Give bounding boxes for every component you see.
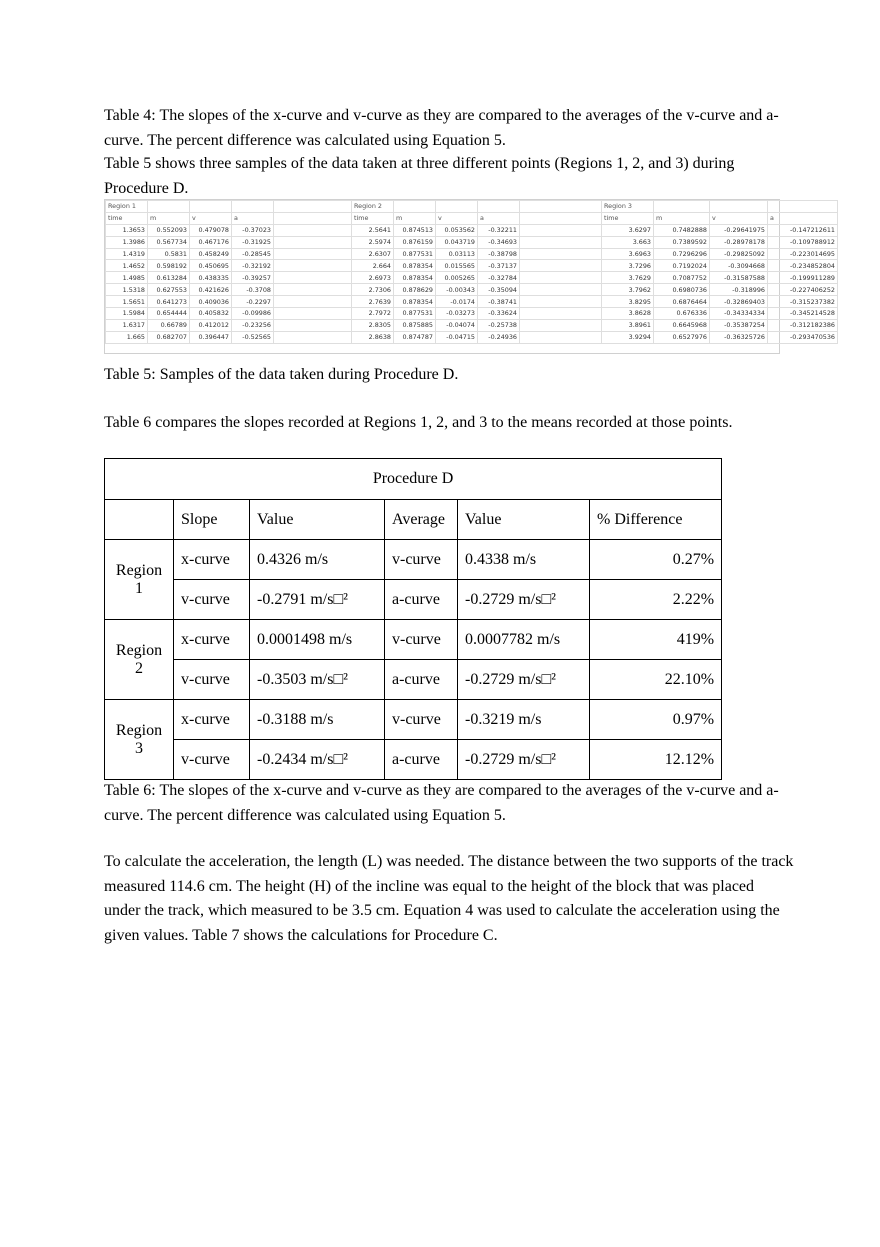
sheet-data-cell: 2.6973: [352, 272, 394, 284]
sheet-data-cell: -0.24936: [478, 331, 520, 343]
sheet-header-cell: m: [394, 212, 436, 224]
table6-caption: Table 6: The slopes of the x-curve and v-curve as they are compared to the averages of the v-curve and a-curve. The percent difference was calculated using Equation 5.: [104, 782, 779, 824]
procd-region-label: Region 1: [105, 540, 174, 620]
sheet-data-cell: 0.7296296: [654, 248, 710, 260]
sheet-region-row: [106, 201, 838, 213]
sheet-gap-cell: [274, 236, 352, 248]
sheet-data-cell: 3.7296: [602, 260, 654, 272]
sheet-header-cell: v: [710, 212, 768, 224]
sheet-gap-cell: [520, 284, 602, 296]
procd-average-type: v-curve: [385, 620, 458, 660]
procd-slope-type: x-curve: [174, 620, 250, 660]
sheet-data-cell: -0.234852804: [768, 260, 838, 272]
sheet-data-row: [106, 319, 838, 331]
procd-average-type: a-curve: [385, 740, 458, 780]
sheet-data-cell: 0.878354: [394, 296, 436, 308]
sheet-data-cell: 0.6645968: [654, 319, 710, 331]
sheet-data-cell: -0.00343: [436, 284, 478, 296]
sheet-empty-cell: [394, 201, 436, 213]
sheet-data-cell: 0.396447: [190, 331, 232, 343]
sheet-data-cell: 0.467176: [190, 236, 232, 248]
sheet-data-cell: 2.6307: [352, 248, 394, 260]
sheet-data-cell: 3.8295: [602, 296, 654, 308]
sheet-data-cell: -0.3094668: [710, 260, 768, 272]
procd-percent-difference: 22.10%: [590, 660, 722, 700]
sheet-empty-cell: [710, 201, 768, 213]
procd-percent-difference: 419%: [590, 620, 722, 660]
sheet-data-cell: 3.6297: [602, 224, 654, 236]
sheet-data-cell: 0.6980736: [654, 284, 710, 296]
sheet-data-cell: 3.663: [602, 236, 654, 248]
sheet-data-cell: -0.227406252: [768, 284, 838, 296]
sheet-data-row: [106, 284, 838, 296]
sheet-data-cell: -0.35387254: [710, 319, 768, 331]
sheet-data-cell: -0.04715: [436, 331, 478, 343]
procd-header-cell: Value: [250, 500, 385, 540]
procd-average-value: 0.4338 m/s: [458, 540, 590, 580]
sheet-region-label: Region 1: [106, 201, 148, 213]
sheet-data-cell: 0.479078: [190, 224, 232, 236]
sheet-data-cell: 2.5641: [352, 224, 394, 236]
sheet-header-cell: a: [478, 212, 520, 224]
sheet-header-cell: v: [190, 212, 232, 224]
acceleration-paragraph: To calculate the acceleration, the length (L) was needed. The distance between the two supports of the track measured 114.6 cm. The height (H) of the incline was equal to the height of the block that was placed under the track, which measured to be 3.5 cm. Equation 4 was used to calculate the acceleration using the given values. Table 7 shows the calculations for Procedure C.: [104, 853, 794, 944]
sheet-data-cell: 1.3653: [106, 224, 148, 236]
sheet-gap-cell: [274, 272, 352, 284]
sheet-data-cell: -0.109788912: [768, 236, 838, 248]
procd-region-label: Region 2: [105, 620, 174, 700]
procd-average-value: -0.3219 m/s: [458, 700, 590, 740]
sheet-data-cell: -0.28545: [232, 248, 274, 260]
sheet-data-cell: -0.39257: [232, 272, 274, 284]
sheet-data-cell: -0.35094: [478, 284, 520, 296]
sheet-data-cell: -0.345214528: [768, 308, 838, 320]
procd-slope-value: 0.0001498 m/s: [250, 620, 385, 660]
sheet-gap-cell: [520, 331, 602, 343]
sheet-data-cell: 0.7192024: [654, 260, 710, 272]
sheet-data-cell: -0.38741: [478, 296, 520, 308]
sheet-gap-cell: [274, 296, 352, 308]
sheet-data-cell: 0.6876464: [654, 296, 710, 308]
sheet-header-cell: m: [654, 212, 710, 224]
sheet-data-cell: 0.053562: [436, 224, 478, 236]
sheet-data-row: [106, 260, 838, 272]
sheet-data-cell: 3.8961: [602, 319, 654, 331]
sheet-header-cell: a: [232, 212, 274, 224]
procd-slope-type: v-curve: [174, 580, 250, 620]
sheet-header-cell: time: [602, 212, 654, 224]
sheet-gap-cell: [520, 260, 602, 272]
sheet-data-cell: 0.5831: [148, 248, 190, 260]
sheet-data-cell: 0.412012: [190, 319, 232, 331]
procd-row: [105, 740, 722, 780]
procd-slope-type: v-curve: [174, 740, 250, 780]
sheet-data-cell: 0.03113: [436, 248, 478, 260]
procd-average-type: a-curve: [385, 580, 458, 620]
sheet-header-cell: v: [436, 212, 478, 224]
procd-row: [105, 580, 722, 620]
table5-caption: Table 5: Samples of the data taken during Procedure D.: [104, 366, 459, 383]
sheet-data-cell: 0.567734: [148, 236, 190, 248]
procd-row: [105, 620, 722, 660]
procd-slope-value: -0.3503 m/s□²: [250, 660, 385, 700]
sheet-data-cell: 1.4985: [106, 272, 148, 284]
sheet-data-cell: -0.23256: [232, 319, 274, 331]
sheet-data-cell: 0.877531: [394, 248, 436, 260]
sheet-empty-cell: [190, 201, 232, 213]
sheet-data-cell: 0.875885: [394, 319, 436, 331]
sheet-data-cell: -0.09986: [232, 308, 274, 320]
sheet-header-cell: time: [352, 212, 394, 224]
sheet-data-cell: -0.36325726: [710, 331, 768, 343]
sheet-data-cell: 1.3986: [106, 236, 148, 248]
sheet-data-cell: 0.682707: [148, 331, 190, 343]
sheet-data-cell: 0.458249: [190, 248, 232, 260]
sheet-data-cell: 0.878354: [394, 272, 436, 284]
sheet-data-cell: -0.32784: [478, 272, 520, 284]
sheet-data-cell: 3.8628: [602, 308, 654, 320]
procd-average-type: v-curve: [385, 540, 458, 580]
sheet-data-cell: -0.0174: [436, 296, 478, 308]
sheet-gap-cell: [274, 260, 352, 272]
sheet-data-cell: 0.876159: [394, 236, 436, 248]
sheet-empty-cell: [232, 201, 274, 213]
procd-row: [105, 540, 722, 580]
procd-slope-type: x-curve: [174, 700, 250, 740]
sheet-data-cell: 1.4319: [106, 248, 148, 260]
sheet-gap-cell: [520, 212, 602, 224]
sheet-empty-cell: [478, 201, 520, 213]
procd-row: [105, 700, 722, 740]
sheet-gap-cell: [274, 212, 352, 224]
procd-average-value: -0.2729 m/s□²: [458, 580, 590, 620]
procedure-d-table: [104, 458, 722, 780]
sheet-header-cell: time: [106, 212, 148, 224]
sheet-data-cell: 1.4652: [106, 260, 148, 272]
sheet-data-cell: -0.2297: [232, 296, 274, 308]
procd-slope-type: v-curve: [174, 660, 250, 700]
sheet-gap-cell: [274, 224, 352, 236]
procd-slope-value: -0.2791 m/s□²: [250, 580, 385, 620]
sheet-data-cell: 0.874513: [394, 224, 436, 236]
table5-intro: Table 5 shows three samples of the data taken at three different points (Regions 1, 2, and 3) during Procedure D.: [104, 155, 735, 197]
table6-intro: Table 6 compares the slopes recorded at Regions 1, 2, and 3 to the means recorded at those points.: [104, 414, 733, 431]
sheet-data-cell: 0.66789: [148, 319, 190, 331]
procd-header-cell: Value: [458, 500, 590, 540]
sheet-gap-cell: [520, 272, 602, 284]
sheet-data-cell: 0.421626: [190, 284, 232, 296]
procd-percent-difference: 2.22%: [590, 580, 722, 620]
sheet-data-cell: 0.450695: [190, 260, 232, 272]
sheet-data-cell: -0.315237382: [768, 296, 838, 308]
sheet-data-cell: 0.627553: [148, 284, 190, 296]
sheet-data-cell: 1.5318: [106, 284, 148, 296]
table4-caption: Table 4: The slopes of the x-curve and v-curve as they are compared to the averages of the v-curve and a-curve. The percent difference was calculated using Equation 5.: [104, 107, 779, 149]
sheet-data-cell: 3.7962: [602, 284, 654, 296]
sheet-data-cell: 0.874787: [394, 331, 436, 343]
spreadsheet-table: [105, 200, 838, 344]
sheet-data-cell: 0.7087752: [654, 272, 710, 284]
sheet-data-cell: -0.37023: [232, 224, 274, 236]
sheet-data-cell: 0.7389592: [654, 236, 710, 248]
procd-average-value: -0.2729 m/s□²: [458, 660, 590, 700]
sheet-data-cell: 3.6963: [602, 248, 654, 260]
sheet-data-cell: -0.293470536: [768, 331, 838, 343]
sheet-data-cell: -0.32869403: [710, 296, 768, 308]
sheet-header-cell: a: [768, 212, 838, 224]
sheet-data-cell: 0.877531: [394, 308, 436, 320]
procd-slope-type: x-curve: [174, 540, 250, 580]
sheet-region-label: Region 3: [602, 201, 654, 213]
sheet-gap-cell: [520, 319, 602, 331]
sheet-data-cell: 2.7972: [352, 308, 394, 320]
sheet-gap-cell: [520, 236, 602, 248]
sheet-data-cell: -0.29825092: [710, 248, 768, 260]
sheet-data-cell: 0.405832: [190, 308, 232, 320]
sheet-data-cell: 1.5984: [106, 308, 148, 320]
sheet-data-cell: 0.552093: [148, 224, 190, 236]
procd-average-type: a-curve: [385, 660, 458, 700]
sheet-data-cell: 0.438335: [190, 272, 232, 284]
sheet-data-cell: -0.04074: [436, 319, 478, 331]
sheet-empty-cell: [654, 201, 710, 213]
sheet-data-cell: -0.32211: [478, 224, 520, 236]
sheet-data-row: [106, 331, 838, 343]
sheet-data-cell: -0.37137: [478, 260, 520, 272]
sheet-data-cell: 1.5651: [106, 296, 148, 308]
sheet-gap-cell: [274, 248, 352, 260]
procd-title-row: [105, 459, 722, 500]
spreadsheet-data-image: [104, 199, 835, 354]
sheet-data-cell: 0.598192: [148, 260, 190, 272]
sheet-data-cell: -0.31925: [232, 236, 274, 248]
sheet-data-cell: -0.312182386: [768, 319, 838, 331]
procd-region-label: Region 3: [105, 700, 174, 780]
procd-header-cell: [105, 500, 174, 540]
sheet-data-cell: 2.7639: [352, 296, 394, 308]
sheet-data-cell: -0.34334334: [710, 308, 768, 320]
sheet-data-row: [106, 248, 838, 260]
sheet-data-cell: 2.7306: [352, 284, 394, 296]
sheet-gap-cell: [274, 331, 352, 343]
sheet-data-cell: 0.641273: [148, 296, 190, 308]
procd-header-row: [105, 500, 722, 540]
sheet-data-cell: 0.613284: [148, 272, 190, 284]
sheet-data-row: [106, 296, 838, 308]
sheet-region-label: Region 2: [352, 201, 394, 213]
sheet-data-cell: -0.223014695: [768, 248, 838, 260]
sheet-gap-cell: [520, 224, 602, 236]
sheet-data-cell: -0.318996: [710, 284, 768, 296]
sheet-data-cell: 2.5974: [352, 236, 394, 248]
sheet-gap-cell: [274, 319, 352, 331]
procd-header-cell: % Difference: [590, 500, 722, 540]
sheet-data-cell: 0.654444: [148, 308, 190, 320]
procd-percent-difference: 0.27%: [590, 540, 722, 580]
sheet-data-cell: -0.3708: [232, 284, 274, 296]
sheet-data-cell: -0.32192: [232, 260, 274, 272]
sheet-data-row: [106, 308, 838, 320]
sheet-empty-cell: [768, 201, 838, 213]
procd-slope-value: -0.2434 m/s□²: [250, 740, 385, 780]
sheet-data-row: [106, 272, 838, 284]
sheet-data-cell: 3.9294: [602, 331, 654, 343]
sheet-header-row: [106, 212, 838, 224]
procd-slope-value: 0.4326 m/s: [250, 540, 385, 580]
sheet-data-cell: 0.015565: [436, 260, 478, 272]
sheet-data-cell: 2.8638: [352, 331, 394, 343]
sheet-gap-cell: [274, 201, 352, 213]
sheet-data-cell: -0.52565: [232, 331, 274, 343]
procd-average-value: -0.2729 m/s□²: [458, 740, 590, 780]
sheet-data-cell: -0.03273: [436, 308, 478, 320]
procd-header-cell: Slope: [174, 500, 250, 540]
sheet-gap-cell: [274, 308, 352, 320]
sheet-empty-cell: [148, 201, 190, 213]
sheet-data-cell: 0.878629: [394, 284, 436, 296]
procd-row: [105, 660, 722, 700]
sheet-data-cell: 0.676336: [654, 308, 710, 320]
sheet-gap-cell: [520, 201, 602, 213]
sheet-data-cell: -0.28978178: [710, 236, 768, 248]
sheet-data-cell: -0.31587588: [710, 272, 768, 284]
sheet-data-row: [106, 236, 838, 248]
sheet-data-cell: 0.005265: [436, 272, 478, 284]
sheet-empty-cell: [436, 201, 478, 213]
sheet-data-cell: 2.8305: [352, 319, 394, 331]
procd-percent-difference: 0.97%: [590, 700, 722, 740]
sheet-data-cell: -0.25738: [478, 319, 520, 331]
procd-percent-difference: 12.12%: [590, 740, 722, 780]
sheet-data-cell: 0.7482888: [654, 224, 710, 236]
sheet-data-cell: -0.199911289: [768, 272, 838, 284]
sheet-data-cell: 0.878354: [394, 260, 436, 272]
sheet-gap-cell: [274, 284, 352, 296]
sheet-data-cell: 0.043719: [436, 236, 478, 248]
sheet-gap-cell: [520, 296, 602, 308]
sheet-header-cell: m: [148, 212, 190, 224]
procd-average-type: v-curve: [385, 700, 458, 740]
procd-average-value: 0.0007782 m/s: [458, 620, 590, 660]
sheet-data-cell: -0.38798: [478, 248, 520, 260]
procd-slope-value: -0.3188 m/s: [250, 700, 385, 740]
sheet-data-row: [106, 224, 838, 236]
sheet-data-cell: 3.7629: [602, 272, 654, 284]
sheet-data-cell: -0.33624: [478, 308, 520, 320]
sheet-data-cell: 1.6317: [106, 319, 148, 331]
procd-title: Procedure D: [105, 459, 722, 500]
sheet-gap-cell: [520, 308, 602, 320]
sheet-data-cell: -0.147212611: [768, 224, 838, 236]
sheet-data-cell: -0.34693: [478, 236, 520, 248]
sheet-data-cell: 2.664: [352, 260, 394, 272]
sheet-data-cell: 0.409036: [190, 296, 232, 308]
sheet-data-cell: -0.29641975: [710, 224, 768, 236]
procd-header-cell: Average: [385, 500, 458, 540]
sheet-gap-cell: [520, 248, 602, 260]
sheet-data-cell: 1.665: [106, 331, 148, 343]
sheet-data-cell: 0.6527976: [654, 331, 710, 343]
